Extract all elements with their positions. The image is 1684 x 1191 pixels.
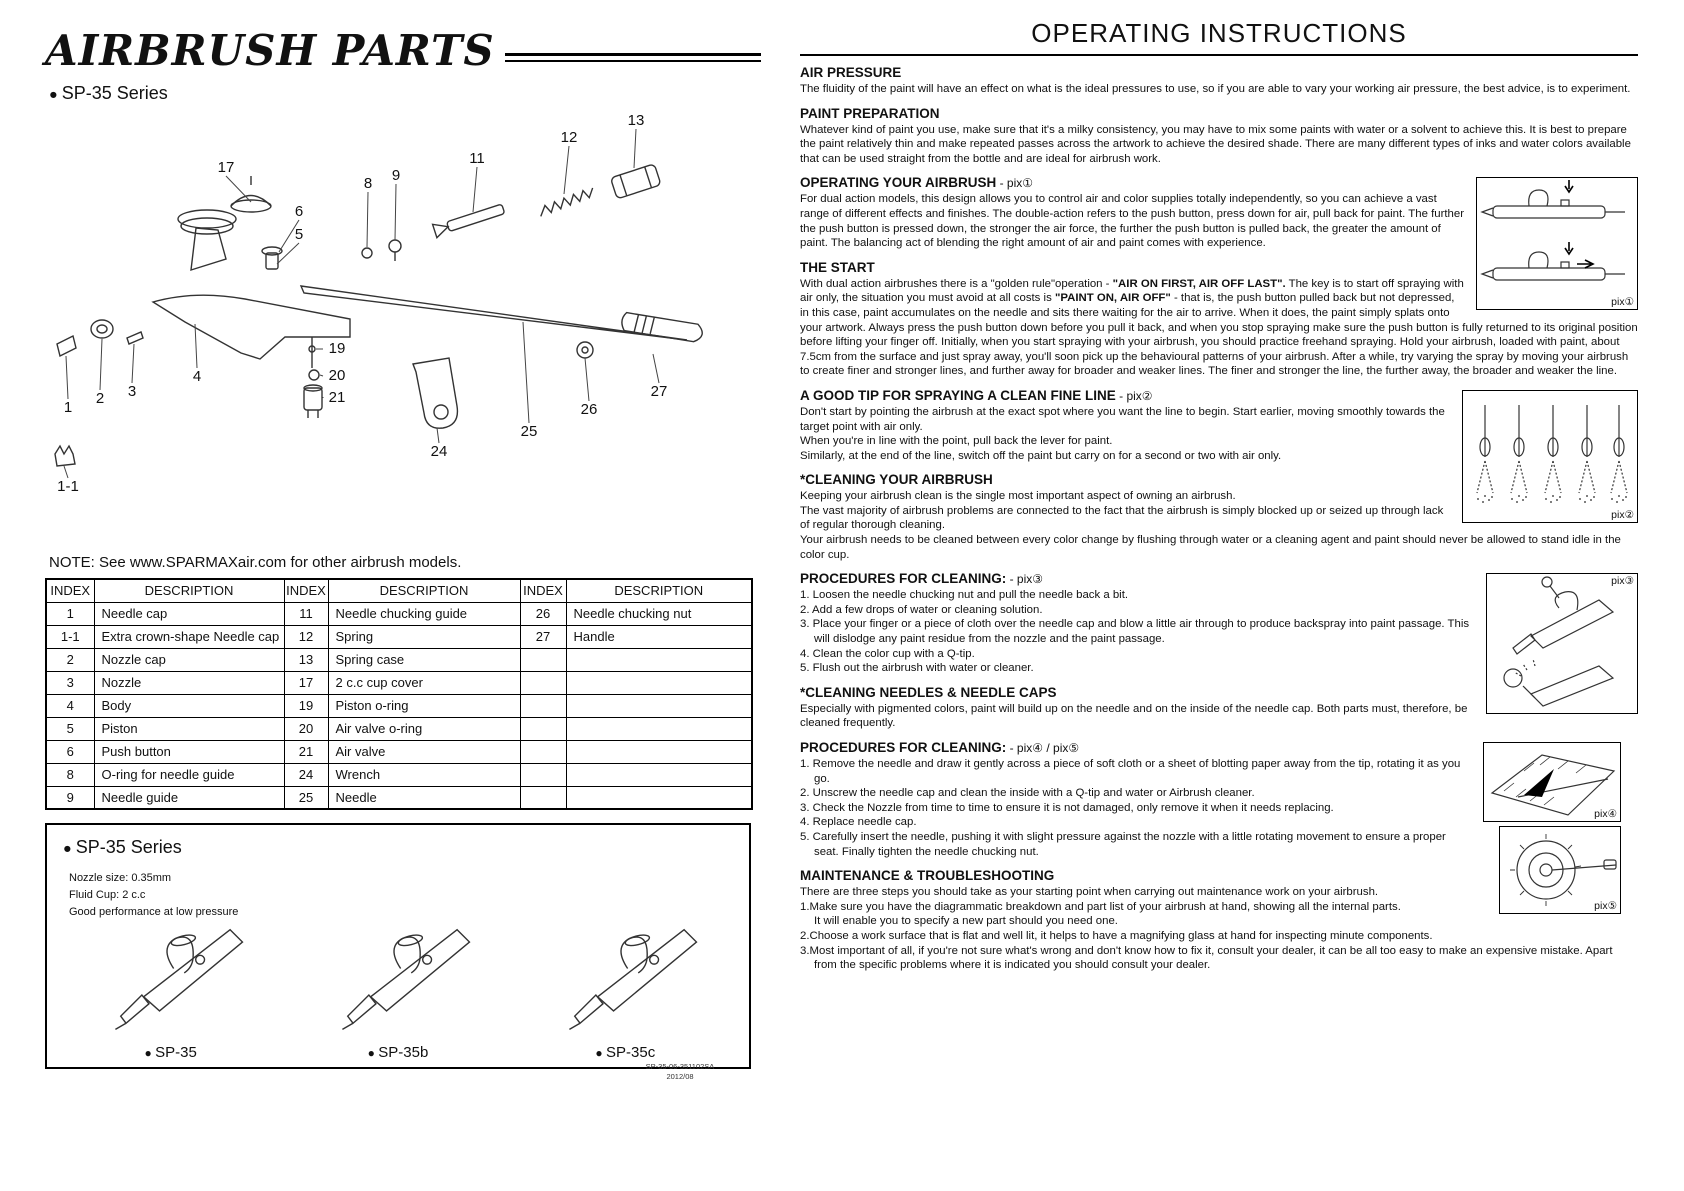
model-label-sp35: ● SP-35 (96, 1044, 246, 1061)
description-cell: Needle (328, 786, 520, 809)
part-callout: 3 (127, 383, 137, 400)
pix1-figure (1476, 177, 1638, 310)
pix3-label: pix③ (1611, 575, 1634, 588)
list-item-continuation: It will enable you to specify a new part should you need one. (814, 915, 1118, 928)
description-cell: 2 c.c cup cover (328, 671, 520, 694)
index-cell: 27 (520, 625, 566, 648)
sp35b-drawing (323, 921, 473, 1039)
section-heading: PROCEDURES FOR CLEANING: - pix③ (800, 571, 1044, 587)
list-item: 5. Flush out the airbrush with water or cleaner. (800, 662, 1034, 675)
paragraph: The fluidity of the paint will have an effect on what is the ideal pressures to use, so if you are able to vary your working air pressure, the best advice, is to experiment. (800, 83, 1631, 95)
index-cell: 17 (284, 671, 328, 694)
section-heading: OPERATING YOUR AIRBRUSH - pix① (800, 175, 1034, 191)
title-double-rule (505, 53, 761, 62)
part-callout: 17 (217, 159, 235, 176)
pix2-figure (1462, 390, 1638, 523)
index-cell (520, 786, 566, 809)
index-cell: 26 (520, 602, 566, 625)
paragraph: Keeping your airbrush clean is the single most important aspect of owning an airbrush. (800, 490, 1236, 503)
index-cell: 20 (284, 717, 328, 740)
model-sp35b (323, 921, 473, 1061)
description-cell: Piston (94, 717, 284, 740)
parts-diagram-svg (45, 106, 759, 552)
part-callout: 13 (627, 112, 645, 129)
pix3-figure (1486, 573, 1638, 714)
index-cell: 5 (46, 717, 94, 740)
callout-leader-line (132, 344, 134, 383)
list-item: 2. Unscrew the needle cap and clean the inside with a Q-tip and water or Airbrush cleaner. (800, 787, 1255, 800)
callout-layer (57, 112, 667, 495)
callout-leader-line (585, 358, 589, 401)
spec-performance: Good performance at low pressure (69, 906, 239, 919)
part-callout: 1 (63, 399, 73, 416)
description-cell: Wrench (328, 763, 520, 786)
callout-leader-line (195, 324, 197, 368)
instructions-page (800, 18, 1638, 973)
parts-header (45, 26, 761, 75)
callout-leader-line (226, 176, 251, 202)
paragraph: Similarly, at the end of the line, switch off the paint but carry on for a second or two with air only. (800, 449, 1282, 462)
pix2-reference: - pix② (1115, 388, 1153, 403)
description-cell (566, 671, 752, 694)
index-cell (520, 763, 566, 786)
paragraph: There are three steps you should take as your starting point when carrying out maintenance work on your airbrush. (800, 886, 1379, 899)
paragraph: Whatever kind of paint you use, make sure that it's a milky consistency, you may have to mix some paints with water or a solvent to achieve this. It is best to prepare the paint relatively thin and make repeated passes across the artwork to achieve the desired shade. There are many different types of inks and water colors available that can be used straight from the bottle and are ideal for airbrush work. (800, 123, 1631, 165)
parts-title: AIRBRUSH PARTS (45, 26, 495, 75)
list-item: 5. Carefully insert the needle, pushing it with slight pressure against the nozzle with a little rotating movement to ensure a proper seat. Finally tighten the needle chucking nut. (800, 830, 1446, 858)
pix1-label: pix① (1611, 296, 1634, 309)
spec-nozzle-size: Nozzle size: 0.35mm (69, 872, 172, 884)
part-callout: 5 (294, 226, 304, 243)
column-header: DESCRIPTION (328, 579, 520, 602)
list-item: 1. Loosen the needle chucking nut and pull the needle back a bit. (800, 589, 1129, 602)
callout-leader-line (437, 428, 439, 443)
note-line: NOTE: See www.SPARMAXair.com for other airbrush models. (49, 554, 462, 571)
index-cell: 11 (284, 602, 328, 625)
paragraph: Your airbrush needs to be cleaned between every color change by flushing through water or a cleaning agent and paint should never be allowed to stand idle in the color cup. (800, 534, 1621, 561)
description-cell: O-ring for needle guide (94, 763, 284, 786)
index-cell: 4 (46, 694, 94, 717)
part-callout: 20 (328, 367, 346, 384)
column-header: INDEX (46, 579, 94, 602)
series-spec-box (45, 823, 751, 1069)
spec-series-label: ● SP-35 Series (63, 837, 733, 858)
callout-leader-line (66, 356, 68, 399)
list-item: 3. Place your finger or a piece of cloth over the needle cap and blow a little air through to produce backspray into paint passage. This will dislodge any paint residue from the nozzle and the paint passage. (800, 618, 1470, 646)
part-callout: 25 (520, 423, 538, 440)
title-rule (800, 54, 1638, 56)
description-cell: Air valve o-ring (328, 717, 520, 740)
callout-leader-line (523, 322, 529, 423)
parts-table (45, 578, 753, 810)
description-cell: Needle guide (94, 786, 284, 809)
callout-leader-line (473, 167, 477, 212)
description-cell (566, 763, 752, 786)
instructions-title: OPERATING INSTRUCTIONS (1031, 18, 1407, 48)
index-cell: 6 (46, 740, 94, 763)
spec-lines (69, 870, 309, 921)
pix2-art (1463, 391, 1637, 522)
list-item: 1.Make sure you have the diagrammatic breakdown and part list of your airbrush at hand, showing all the internal parts. (800, 900, 1401, 913)
part-callout: 11 (469, 150, 485, 167)
callout-leader-line (320, 375, 323, 376)
sp35-drawing (96, 921, 246, 1039)
exploded-parts-diagram (45, 106, 759, 552)
column-header: INDEX (520, 579, 566, 602)
callout-leader-line (100, 339, 102, 390)
pix5-figure (1499, 826, 1621, 914)
callout-leader-line (634, 129, 636, 168)
section-heading: *CLEANING YOUR AIRBRUSH (800, 472, 993, 488)
index-cell: 3 (46, 671, 94, 694)
part-callout: 9 (391, 167, 401, 184)
sp35c-drawing (550, 921, 700, 1039)
paragraph: The vast majority of airbrush problems are connected to the fact that the airbrush is simply blocked up or seized up through lack of regular thorough cleaning. (800, 504, 1444, 532)
pix3-reference: - pix③ (1006, 572, 1044, 587)
section-heading: THE START (800, 259, 875, 275)
list-item: 1. Remove the needle and draw it gently across a piece of soft cloth or a sheet of blotting paper away from the tip, rotating it as you go. (800, 758, 1461, 785)
parts-artwork (55, 164, 704, 466)
index-cell: 8 (46, 763, 94, 786)
document-code-date: 2012/08 (666, 1071, 694, 1081)
table-row (46, 602, 752, 625)
pix4-figure (1483, 742, 1621, 822)
description-cell: Nozzle cap (94, 648, 284, 671)
description-cell: Spring case (328, 648, 520, 671)
index-cell: 2 (46, 648, 94, 671)
index-cell: 21 (284, 740, 328, 763)
description-cell (566, 717, 752, 740)
table-row (46, 625, 752, 648)
pix4-pix5-reference: - pix④ / pix⑤ (1006, 741, 1080, 755)
paragraph: For dual action models, this design allows you to control air and color supplies totally independently, so you can achieve a vast range of different effects and finishes. The double-action refers to the push button, press down for air, pull back for paint. The further the push button is pressed down, the stronger the air force, the further the push button is pulled back, the greater the amount of paint. The balancing act of blending the right amount of air and paint comes with experience. (800, 193, 1465, 250)
models-row (57, 921, 739, 1061)
parts-table-body (46, 602, 752, 809)
section-heading: PROCEDURES FOR CLEANING: - pix④ / pix⑤ (800, 740, 1080, 755)
list-item: 4. Clean the color cup with a Q-tip. (800, 647, 975, 660)
description-cell: Body (94, 694, 284, 717)
part-callout: 6 (294, 203, 304, 220)
index-cell: 1 (46, 602, 94, 625)
section-heading: PAINT PREPARATION (800, 105, 940, 121)
list-item: 3.Most important of all, if you're not sure what's wrong and don't know how to fix it, consult your dealer, it can be all too easy to make an expensive mistake. Apart from the specific problems where it is indicated you should consult your dealer. (800, 944, 1613, 972)
section-procedures-1 (800, 571, 1638, 676)
callout-leader-line (653, 354, 659, 383)
part-callout: 4 (192, 368, 202, 385)
index-cell: 25 (284, 786, 328, 809)
pix1-reference: - pix① (996, 176, 1034, 191)
paragraph: With dual action airbrushes there is a "golden rule"operation - "AIR ON FIRST, AIR OFF LAST". The key is to start off spraying with air only, the situation you must avoid at all costs is "PAINT ON, AIR OFF" - that is, the push button pulled back but not depressed, in this case, paint accumulates on the needle and sits there waiting for the air to arrive. When it does, the paint simply splats onto your artwork. Always press the push button down before you pull it back, and when you stop spraying make sure the push button is fully returned to its original position before lifting your finger off. Initially, when you start spraying with your airbrush, you should practice freehand spraying. Hold your airbrush, loaded with paint, about 7.5cm from the surface and just spray away, you'll soon pick up the behavioural patterns of your airbrush. After a while, try varying the spray by moving your airbrush to create finer and stronger lines, and further away for broader and weaker lines. The finer and stronger the line, the further away, the broader and weaker the line. (800, 277, 1638, 378)
pix1-art (1477, 178, 1637, 309)
column-header: DESCRIPTION (94, 579, 284, 602)
index-cell: 9 (46, 786, 94, 809)
description-cell (566, 694, 752, 717)
section-heading: MAINTENANCE & TROUBLESHOOTING (800, 868, 1055, 884)
column-header: INDEX (284, 579, 328, 602)
callout-leader-line (395, 184, 396, 240)
document-code-number: SP-35-06-351102SA (645, 1062, 715, 1071)
list-item: 2.Choose a work surface that is flat and well lit, it helps to have a magnifying glass at hand for inspecting minute components. (800, 929, 1433, 942)
part-callout: 2 (95, 390, 105, 407)
spec-fluid-cup: Fluid Cup: 2 c.c (69, 889, 146, 902)
table-row (46, 763, 752, 786)
part-callout: 24 (430, 443, 448, 460)
section-paint-preparation (800, 106, 1638, 167)
description-cell: Spring (328, 625, 520, 648)
index-cell: 24 (284, 763, 328, 786)
description-cell (566, 740, 752, 763)
table-row (46, 648, 752, 671)
section-heading: *CLEANING NEEDLES & NEEDLE CAPS (800, 684, 1057, 700)
description-cell: Extra crown-shape Needle cap (94, 625, 284, 648)
list-item: 2. Add a few drops of water or cleaning solution. (800, 603, 1043, 616)
index-cell (520, 740, 566, 763)
parts-page (45, 26, 761, 1069)
index-cell: 13 (284, 648, 328, 671)
part-callout: 19 (328, 340, 346, 357)
callout-leader-line (564, 146, 569, 194)
paragraph: When you're in line with the point, pull back the lever for paint. (800, 435, 1113, 448)
part-callout: 27 (650, 383, 668, 400)
description-cell: Needle chucking nut (566, 602, 752, 625)
description-cell: Piston o-ring (328, 694, 520, 717)
model-label-sp35c: ● SP-35c (550, 1044, 700, 1061)
pix4-label: pix④ (1594, 808, 1617, 820)
model-sp35c (550, 921, 700, 1061)
table-row (46, 740, 752, 763)
column-header: DESCRIPTION (566, 579, 752, 602)
table-row (46, 694, 752, 717)
section-heading: AIR PRESSURE (800, 65, 902, 80)
part-callout: 26 (580, 401, 598, 418)
part-callout: 21 (328, 389, 346, 406)
model-sp35 (96, 921, 246, 1061)
parts-table-header-row (46, 579, 752, 602)
index-cell: 19 (284, 694, 328, 717)
pix3-art (1487, 574, 1637, 713)
list-item: 4. Replace needle cap. (800, 816, 917, 829)
table-row (46, 671, 752, 694)
callout-leader-line (367, 192, 368, 247)
section-heading: A GOOD TIP FOR SPRAYING A CLEAN FINE LINE - pix② (800, 387, 1153, 403)
pix4-pix5-figures (1483, 742, 1638, 914)
index-cell: 1-1 (46, 625, 94, 648)
part-callout: 12 (560, 129, 578, 146)
index-cell: 12 (284, 625, 328, 648)
description-cell (566, 648, 752, 671)
index-cell (520, 694, 566, 717)
index-cell (520, 671, 566, 694)
document-code (600, 1062, 760, 1082)
description-cell: Push button (94, 740, 284, 763)
series-label: ● SP-35 Series (49, 83, 761, 104)
list-item: 3. Check the Nozzle from time to time to ensure it is not damaged, only remove it when it needs replacing. (800, 801, 1334, 814)
part-callout: 8 (363, 175, 373, 192)
table-row (46, 717, 752, 740)
description-cell: Handle (566, 625, 752, 648)
model-label-sp35b: ● SP-35b (323, 1044, 473, 1061)
part-callout: 1-1 (57, 478, 79, 495)
index-cell (520, 648, 566, 671)
pix5-label: pix⑤ (1594, 900, 1617, 912)
section-air-pressure (800, 65, 1638, 97)
paragraph: Don't start by pointing the airbrush at the exact spot where you want the line to begin. Start earlier, moving smoothly towards the target point with air only. (800, 405, 1445, 433)
description-cell: Nozzle (94, 671, 284, 694)
description-cell: Air valve (328, 740, 520, 763)
description-cell: Needle chucking guide (328, 602, 520, 625)
paragraph: Especially with pigmented colors, paint will build up on the needle and on the inside of the needle cap. Both parts must, therefore, be cleaned frequently. (800, 702, 1468, 730)
description-cell (566, 786, 752, 809)
pix2-label: pix② (1611, 508, 1634, 521)
index-cell (520, 717, 566, 740)
callout-leader-line (64, 466, 68, 478)
table-row (46, 786, 752, 809)
description-cell: Needle cap (94, 602, 284, 625)
